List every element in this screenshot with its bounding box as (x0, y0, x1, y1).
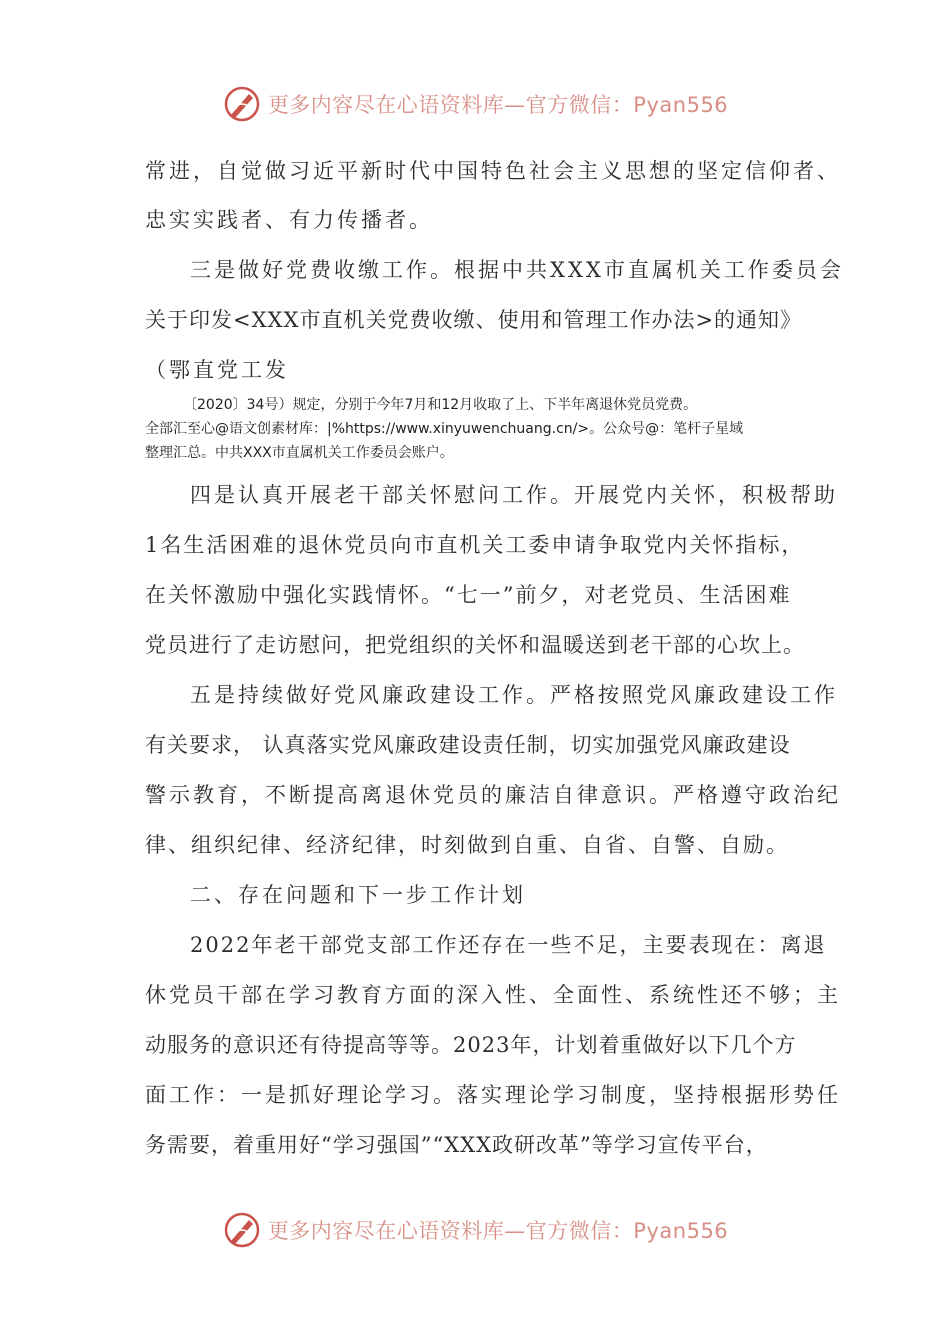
text-line: 忠实实践者、有力传播者。 (145, 208, 433, 232)
pen-logo-icon (222, 84, 262, 124)
text-line: 有关要求， 认真落实党风廉政建设责任制，切实加强党风廉政建设 (145, 733, 791, 757)
text-line: 在关怀激励中强化实践情怀。“七一”前夕，对老党员、生活困难 (145, 583, 792, 607)
banner-text: 更多内容尽在心语资料库—官方微信：Pyan556 (267, 93, 729, 117)
note-line: 整理汇总。中共XXX市直属机关工作委员会账户。 (145, 445, 454, 461)
text-line: 五是持续做好党风廉政建设工作。严格按照党风廉政建设工作 (190, 683, 838, 707)
text-line: 务需要，着重用好“学习强国”“XXX政研改革”等学习宣传平台， (145, 1133, 768, 1157)
note-line: 全部汇至心@语文创素材库：|%https://www.xinyuwenchuang.cn/>。公众号@：笔杆子星域 (145, 421, 744, 437)
text-line: 面工作：一是抓好理论学习。落实理论学习制度，坚持根据形势任 (145, 1083, 841, 1107)
text-line: 党员进行了走访慰问，把党组织的关怀和温暖送到老干部的心坎上。 (145, 633, 805, 657)
text-line: 四是认真开展老干部关怀慰问工作。开展党内关怀，积极帮助 (190, 483, 838, 507)
text-line: 休党员干部在学习教育方面的深入性、全面性、系统性还不够；主 (145, 983, 841, 1007)
text-line: 1名生活困难的退休党员向市直机关工委申请争取党内关怀指标， (145, 533, 805, 557)
text-line: （鄂直党工发 (145, 358, 289, 382)
text-line: 2022年老干部党支部工作还存在一些不足，主要表现在：离退 (190, 933, 827, 957)
note-line: 〔2020〕34号）规定，分别于今年7月和12月收取了上、下半年离退休党员党费。 (183, 397, 698, 413)
watermark-banner-bottom (0, 1206, 950, 1254)
text-line: 警示教育，不断提高离退休党员的廉洁自律意识。严格遵守政治纪 (145, 783, 841, 807)
banner-text: 更多内容尽在心语资料库—官方微信：Pyan556 (267, 1219, 729, 1243)
text-line: 动服务的意识还有待提高等等。2023年，计划着重做好以下几个方 (145, 1033, 797, 1057)
text-line: 关于印发<XXX市直机关党费收缴、使用和管理工作办法>的通知》 (145, 308, 803, 332)
text-line: 律、组织纪律、经济纪律，时刻做到自重、自省、自警、自励。 (145, 833, 789, 857)
pen-logo-icon (222, 1210, 262, 1250)
text-line: 常进，自觉做习近平新时代中国特色社会主义思想的坚定信仰者、 (145, 159, 841, 183)
text-line: 三是做好党费收缴工作。根据中共XXX市直属机关工作委员会 (190, 258, 844, 282)
section-heading: 二、存在问题和下一步工作计划 (190, 883, 526, 907)
watermark-banner-top (0, 80, 950, 128)
